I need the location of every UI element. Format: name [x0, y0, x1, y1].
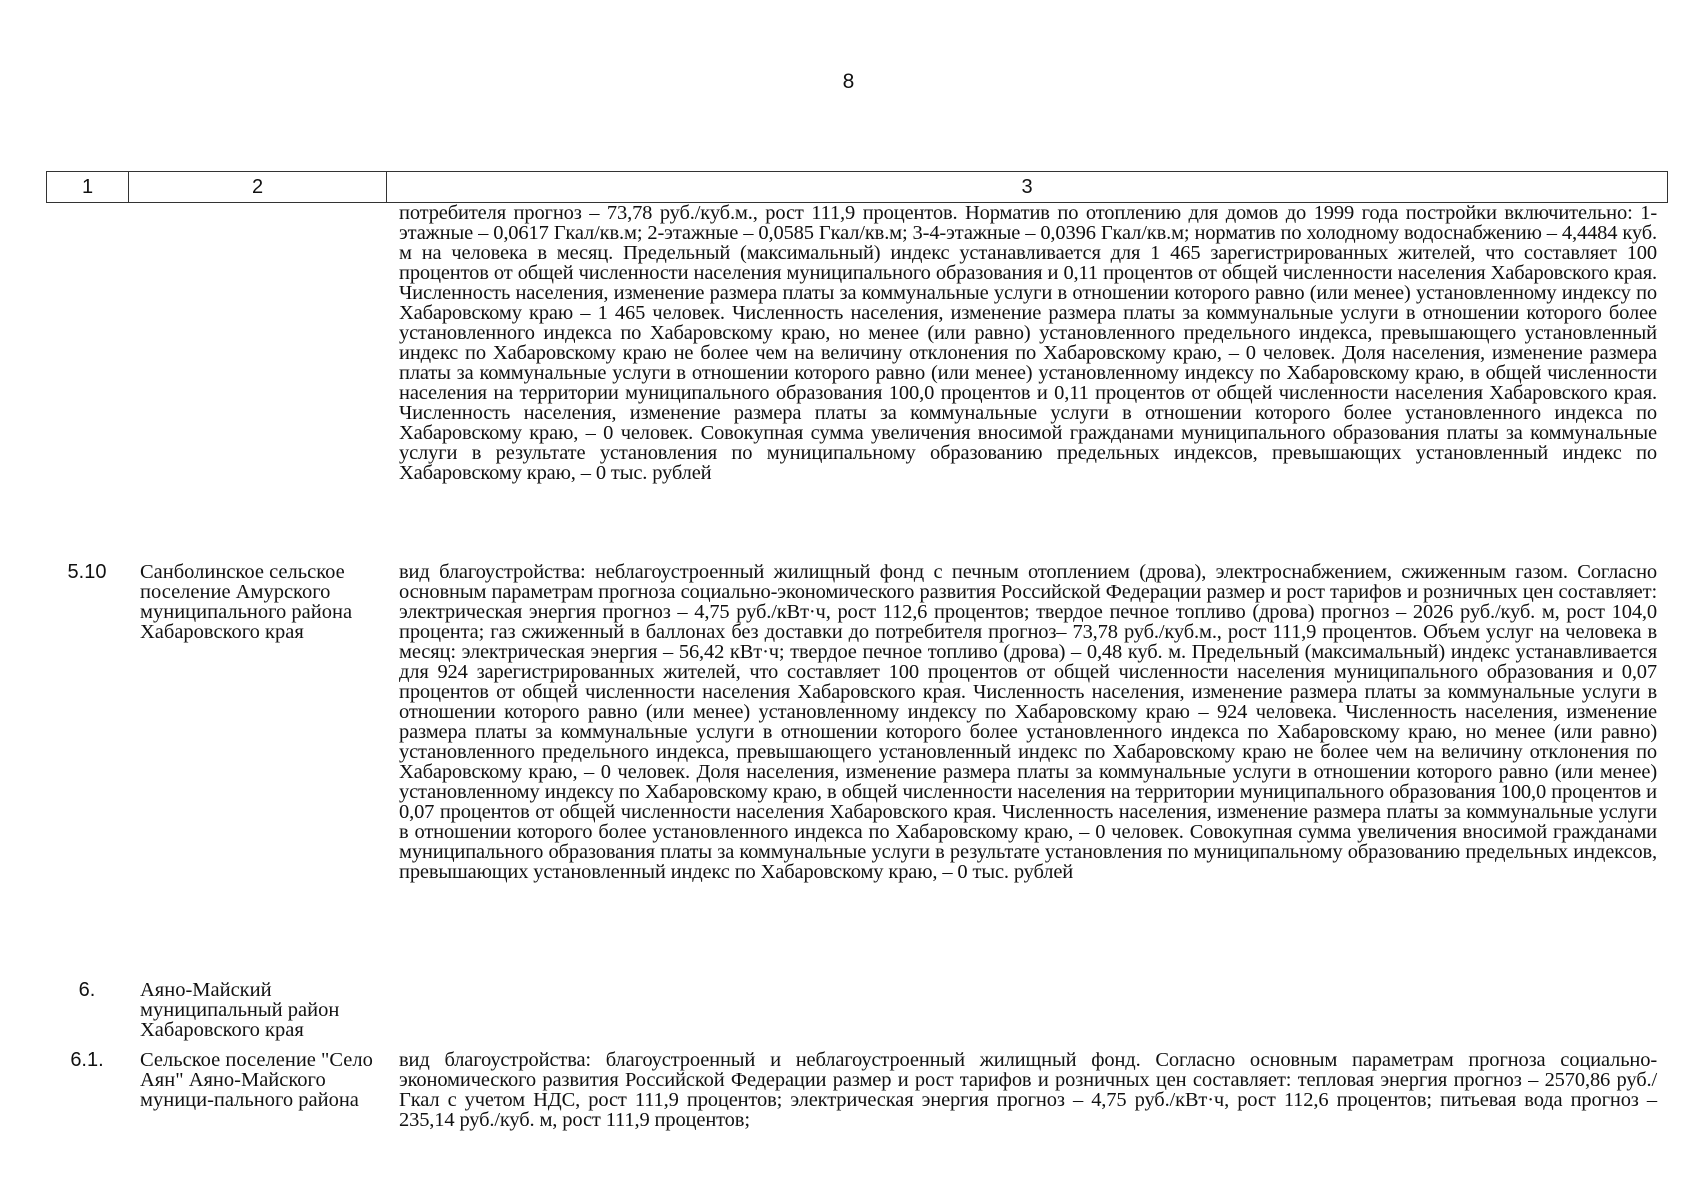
page-number: 8 [842, 70, 855, 93]
column-header-1: 1 [47, 172, 129, 202]
row-number: 6.1. [70, 1049, 104, 1071]
row-description: вид благоустройства: благоустроенный и неблагоустроенный жилищный фонд. Согласно основным параметрам прогноза социально-экономического развития Российской Федерации размер и рост тарифов и розничных цен составляет: тепловая энергия прогноз – 2570,86 руб./Гкал с учетом НДС, рост 111,9 процентов; электрическая энергия прогноз – 4,75 руб./кВт·ч, рост 112,6 процентов; питьевая вода прогноз – 235,14 руб./куб. м, рост 111,9 процентов; [399, 1049, 1657, 1131]
row-description: вид благоустройства: неблагоустроенный жилищный фонд с печным отоплением (дрова), электроснабжением, сжиженным газом. Согласно основным параметрам прогноза социально-экономического развития Российской Федерации размер и рост тарифов и розничных цен составляет: электрическая энергия прогноз – 4,75 руб./кВт·ч, рост 112,6 процентов; твердое печное топливо (дрова) прогноз – 2026 руб./куб. м, рост 104,0 процента; газ сжиженный в баллонах без доставки до потребителя прогноз– 73,78 руб./куб.м., рост 111,9 процентов. Объем услуг на человека в месяц: электрическая энергия – 56,42 кВт·ч; твердое печное топливо (дрова) – 0,48 куб. м. Предельный (максимальный) индекс устанавливается для 924 зарегистрированных жителей, что составляет 100 процентов от общей численности населения муниципального образования и 0,07 процентов от общей численности населения Хабаровского края. Численность населения, изменение размера платы за коммунальные услуги в отношении которого равно (или менее) установленному индексу по Хабаровскому краю – 924 человека. Численность населения, изменение размера платы за коммунальные услуги в отношении которого более установленного индекса по Хабаровскому краю, но менее (или равно) установленного предельного индекса, превышающего установленный индекс по Хабаровскому краю не более чем на величину отклонения по Хабаровскому краю, – 0 человек. Доля населения, изменение размера платы за коммунальные услуги в отношении которого равно (или менее) установленному индексу по Хабаровскому краю, в общей численности населения на территории муниципального образования 100,0 процентов и 0,07 процентов от общей численности населения Хабаровского края. Численность населения, изменение размера платы за коммунальные услуги в отношении которого более установленного индекса по Хабаровскому краю, – 0 человек. Совокупная сумма увеличения вносимой гражданами муниципального образования платы за коммунальные услуги в результате установления по муниципальному образованию предельных индексов, превышающих установленный индекс по Хабаровскому краю, – 0 тыс. рублей [399, 561, 1657, 883]
table-row-continuation-text: потребителя прогноз – 73,78 руб./куб.м., рост 111,9 процентов. Норматив по отоплению для домов до 1999 года постройки включительно: 1-этажные – 0,0617 Гкал/кв.м; 2-этажные – 0,0585 Гкал/кв.м; 3-4-этажные – 0,0396 Гкал/кв.м; норматив по холодному водоснабжению – 4,4484 куб. м на человека в месяц. Предельный (максимальный) индекс устанавливается для 1 465 зарегистрированных жителей, что составляет 100 процентов от общей численности населения муниципального образования и 0,11 процентов от общей численности населения Хабаровского края. Численность населения, изменение размера платы за коммунальные услуги в отношении которого равно (или менее) установленному индексу по Хабаровскому краю – 1 465 человек. Численность населения, изменение размера платы за коммунальные услуги в отношении которого более установленного индекса по Хабаровскому краю, но менее (или равно) установленного предельного индекса, превышающего установленный индекс по Хабаровскому краю не более чем на величину отклонения по Хабаровскому краю, – 0 человек. Доля населения, изменение размера платы за коммунальные услуги в отношении которого равно (или менее) установленному индексу по Хабаровскому краю, в общей численности населения на территории муниципального образования 100,0 процентов и 0,11 процентов от общей численности населения Хабаровского края. Численность населения, изменение размера платы за коммунальные услуги в отношении которого более установленного индекса по Хабаровскому краю, – 0 человек. Совокупная сумма увеличения вносимой гражданами муниципального образования платы за коммунальные услуги в результате установления по муниципальному образованию предельных индексов, превышающих установленный индекс по Хабаровскому краю, – 0 тыс. рублей [399, 202, 1657, 484]
row-number: 6. [78, 979, 96, 1001]
table-header [46, 171, 1668, 203]
column-header-2: 2 [129, 172, 387, 202]
row-number: 5.10 [67, 561, 107, 583]
municipality-name: Сельское поселение "Село Аян" Аяно-Майского муници-пального района [140, 1049, 373, 1111]
column-header-3: 3 [1021, 175, 1033, 198]
municipality-name: Санболинское сельское поселение Амурского муниципального района Хабаровского края [140, 561, 353, 643]
district-name: Аяно-Майский муниципальный район Хабаровского края [140, 979, 340, 1041]
